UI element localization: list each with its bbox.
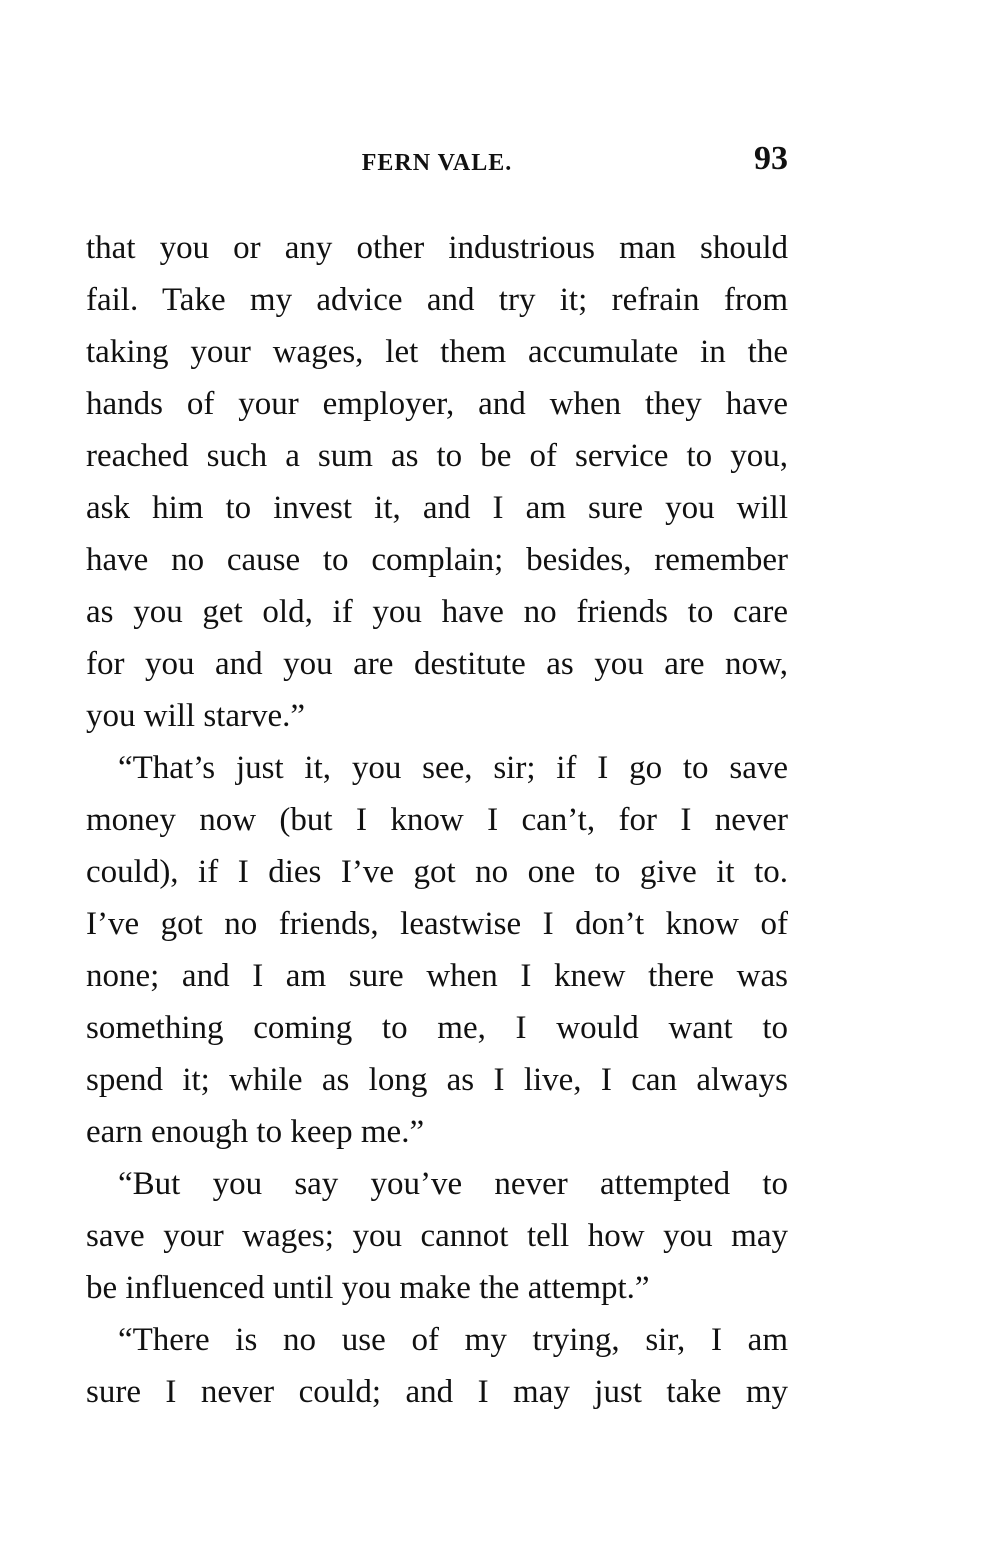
text-line: I’ve got no friends, leastwise I don’t know of — [86, 906, 788, 942]
text-line: save your wages; you cannot tell how you may — [86, 1218, 788, 1254]
text-line: taking your wages, let them accumulate in the — [86, 334, 788, 370]
text-line: you will starve.” — [86, 698, 306, 734]
text-line: money now (but I know I can’t, for I never — [86, 802, 788, 838]
text-line: “There is no use of my trying, sir, I am — [118, 1322, 788, 1358]
text-line: earn enough to keep me.” — [86, 1114, 425, 1150]
text-line: sure I never could; and I may just take my — [86, 1374, 788, 1410]
text-line: fail. Take my advice and try it; refrain from — [86, 282, 788, 318]
running-title: FERN VALE. — [361, 150, 513, 176]
text-line: none; and I am sure when I knew there was — [86, 958, 788, 994]
text-line: have no cause to complain; besides, remember — [86, 542, 788, 578]
body-text — [86, 222, 788, 1418]
text-line: that you or any other industrious man should — [86, 230, 788, 266]
page-number: 93 — [754, 140, 788, 177]
text-line: hands of your employer, and when they have — [86, 386, 788, 422]
text-line: something coming to me, I would want to — [86, 1010, 788, 1046]
text-line: ask him to invest it, and I am sure you will — [86, 490, 788, 526]
text-line: “But you say you’ve never attempted to — [118, 1166, 788, 1202]
text-line: “That’s just it, you see, sir; if I go to save — [118, 750, 788, 786]
text-line: could), if I dies I’ve got no one to give it to. — [86, 854, 788, 890]
text-line: for you and you are destitute as you are now, — [86, 646, 788, 682]
running-head — [86, 140, 788, 190]
text-line: reached such a sum as to be of service to you, — [86, 438, 788, 474]
text-line: be influenced until you make the attempt.” — [86, 1270, 650, 1306]
text-line: spend it; while as long as I live, I can always — [86, 1062, 788, 1098]
text-line: as you get old, if you have no friends to care — [86, 594, 788, 630]
